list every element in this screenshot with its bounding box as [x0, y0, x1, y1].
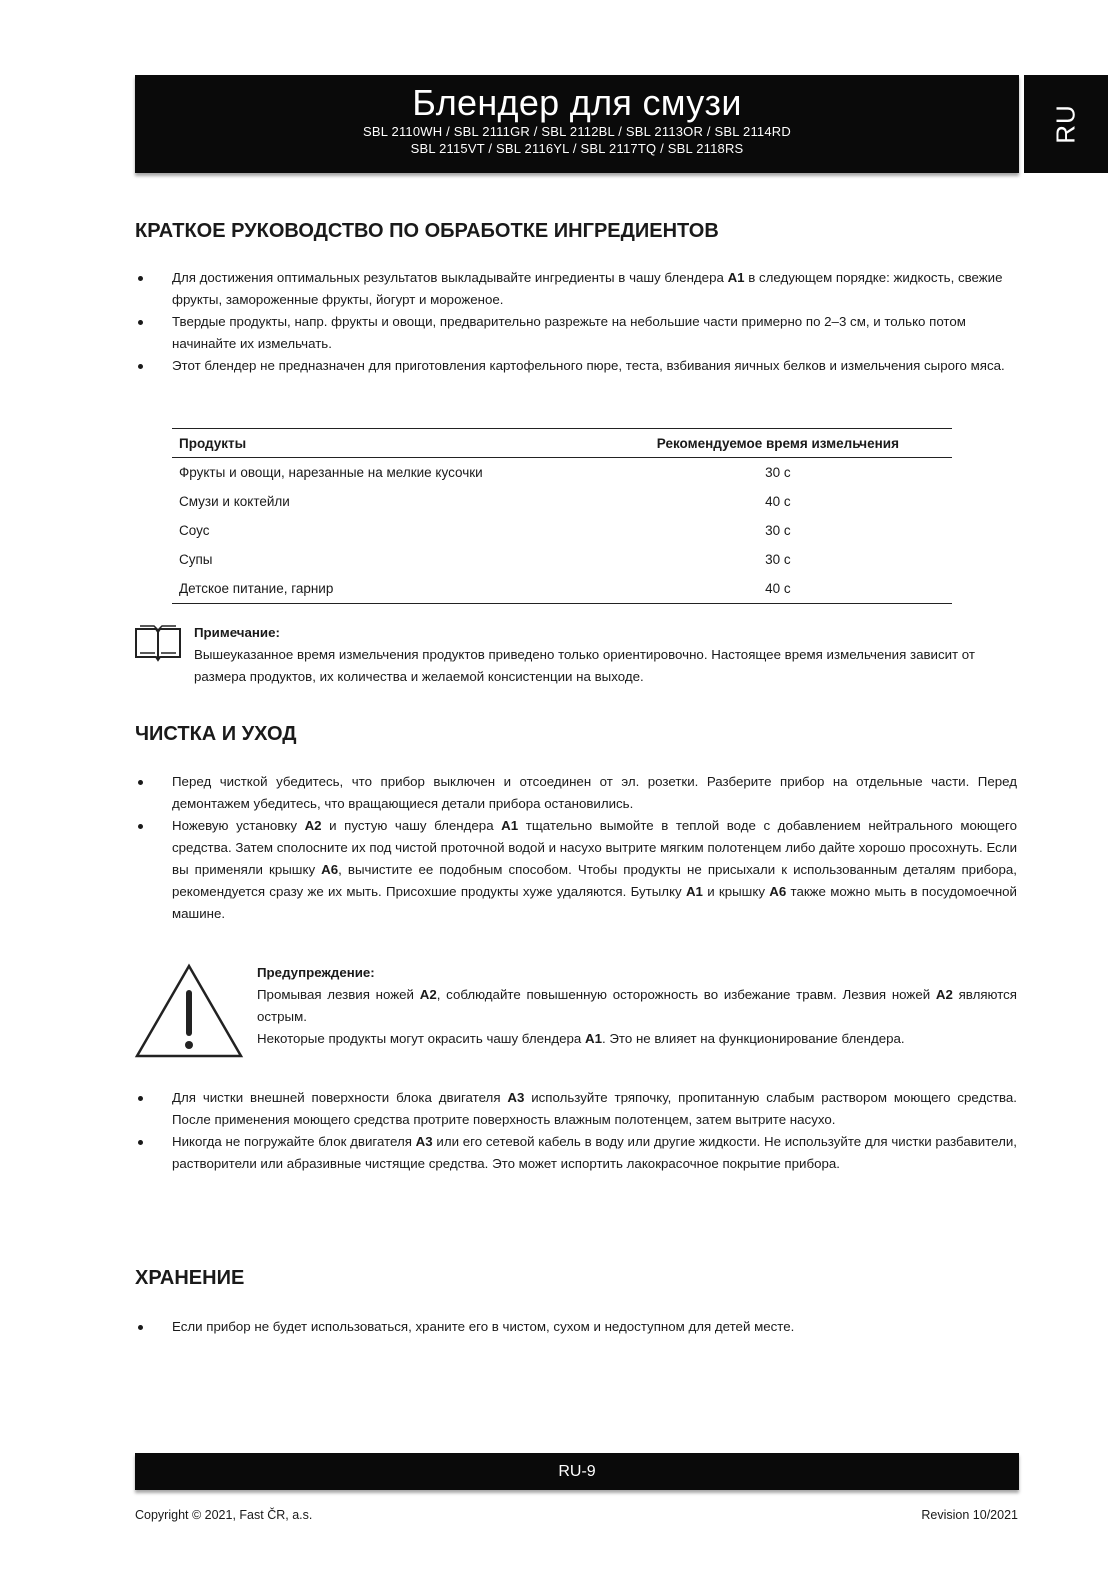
list-item: Перед чисткой убедитесь, что прибор выключен и отсоединен от эл. розетки. Разберите прибор на отдельные части. Перед демонтажем убедитесь, что вращающиеся детали прибора остановились. [135, 771, 1017, 815]
cell-time: 30 с [765, 552, 791, 567]
note-title: Примечание: [194, 625, 280, 640]
column-header-products: Продукты [172, 429, 604, 458]
model-list-line-2: SBL 2115VT / SBL 2116YL / SBL 2117TQ / SBL 2118RS [410, 141, 744, 156]
column-header-time: Рекомендуемое время измельчения [604, 429, 952, 458]
warning-title: Предупреждение: [257, 965, 375, 980]
cell-time: 40 с [765, 581, 791, 596]
copyright: Copyright © 2021, Fast ČR, a.s. [135, 1508, 313, 1522]
list-item: Этот блендер не предназначен для приготовления картофельного пюре, теста, взбивания яичных белков и измельчения сырого мяса. [135, 355, 1017, 377]
table-row [172, 574, 952, 604]
cell-product: Детское питание, гарнир [179, 581, 334, 596]
storage-list [135, 1316, 1017, 1338]
list-item: Никогда не погружайте блок двигателя A3 или его сетевой кабель в воду или другие жидкости. Не используйте для чистки разбавители, растворители или абразивные чистящие средства. Это может испортить лакокрасочное покрытие прибора. [135, 1131, 1017, 1175]
warning-triangle-icon [134, 963, 244, 1064]
list-item: Ножевую установку A2 и пустую чашу блендера A1 тщательно вымойте в теплой воде с добавлением нейтрального моющего средства. Затем сполосните их под чистой проточной водой и насухо вытрите мягким полотенцем либо дайте хорошо просохнуть. Если вы применяли крышку A6, вычистите ее подобным способом. Чтобы продукты не присыхали к использованным деталям прибора, рекомендуется сразу же их мыть. Присохшие продукты хуже удаляются. Бутылку A1 и крышку A6 также можно мыть в посудомоечной машине. [135, 815, 1017, 925]
guide-heading: КРАТКОЕ РУКОВОДСТВО ПО ОБРАБОТКЕ ИНГРЕДИЕНТОВ [135, 220, 719, 242]
page-number-bar [135, 1453, 1019, 1490]
list-item: Для чистки внешней поверхности блока двигателя A3 используйте тряпочку, пропитанную слабым раствором моющего средства. После применения моющего средства протрите поверхность влажным полотенцем, затем вытрите насухо. [135, 1087, 1017, 1131]
document-title: Блендер для смузи [412, 82, 742, 123]
page-number: RU-9 [558, 1463, 596, 1480]
table-row [172, 545, 952, 574]
list-item: Если прибор не будет использоваться, храните его в чистом, сухом и недоступном для детей месте. [135, 1316, 1017, 1338]
note-body: Вышеуказанное время измельчения продуктов приведено только ориентировочно. Настоящее время измельчения зависит от размера продуктов, их количества и желаемой консистенции на выходе. [194, 647, 976, 684]
cell-time: 30 с [765, 523, 791, 538]
table-row [172, 487, 952, 516]
cleaning-list [135, 771, 1017, 925]
cell-time: 40 с [765, 494, 791, 509]
document-header [135, 75, 1019, 173]
cleaning-list-continued [135, 1087, 1017, 1175]
cell-time: 30 с [765, 465, 791, 480]
list-item: Для достижения оптимальных результатов выкладывайте ингредиенты в чашу блендера A1 в следующем порядке: жидкость, свежие фрукты, замороженные фрукты, йогурт и мороженое. [135, 267, 1017, 311]
language-tab [1024, 75, 1108, 173]
cell-product: Фрукты и овощи, нарезанные на мелкие кусочки [179, 465, 483, 480]
revision: Revision 10/2021 [921, 1508, 1018, 1522]
book-icon [134, 623, 182, 668]
cell-product: Смузи и коктейли [179, 494, 290, 509]
table-header-row [172, 429, 952, 458]
guide-list [135, 267, 1017, 377]
chopping-time-table [172, 428, 952, 604]
cell-product: Соус [179, 523, 210, 538]
list-item: Твердые продукты, напр. фрукты и овощи, предварительно разрежьте на небольшие части примерно по 2–3 см, и только потом начинайте их измельчать. [135, 311, 1017, 355]
cleaning-heading: ЧИСТКА И УХОД [135, 723, 297, 745]
table-row [172, 458, 952, 488]
model-list-line-1: SBL 2110WH / SBL 2111GR / SBL 2112BL / SBL 2113OR / SBL 2114RD [363, 124, 791, 139]
language-code: RU [1050, 104, 1081, 144]
note-block [194, 622, 1017, 688]
cell-product: Супы [179, 552, 213, 567]
warning-block: Предупреждение: Промывая лезвия ножей A2, соблюдайте повышенную осторожность во избежание травм. Лезвия ножей A2 являются острым. Некоторые продукты могут окрасить чашу блендера A1. Это не влияет на функционирование блендера. [257, 965, 1017, 1046]
storage-heading: ХРАНЕНИЕ [135, 1267, 245, 1289]
table-row [172, 516, 952, 545]
